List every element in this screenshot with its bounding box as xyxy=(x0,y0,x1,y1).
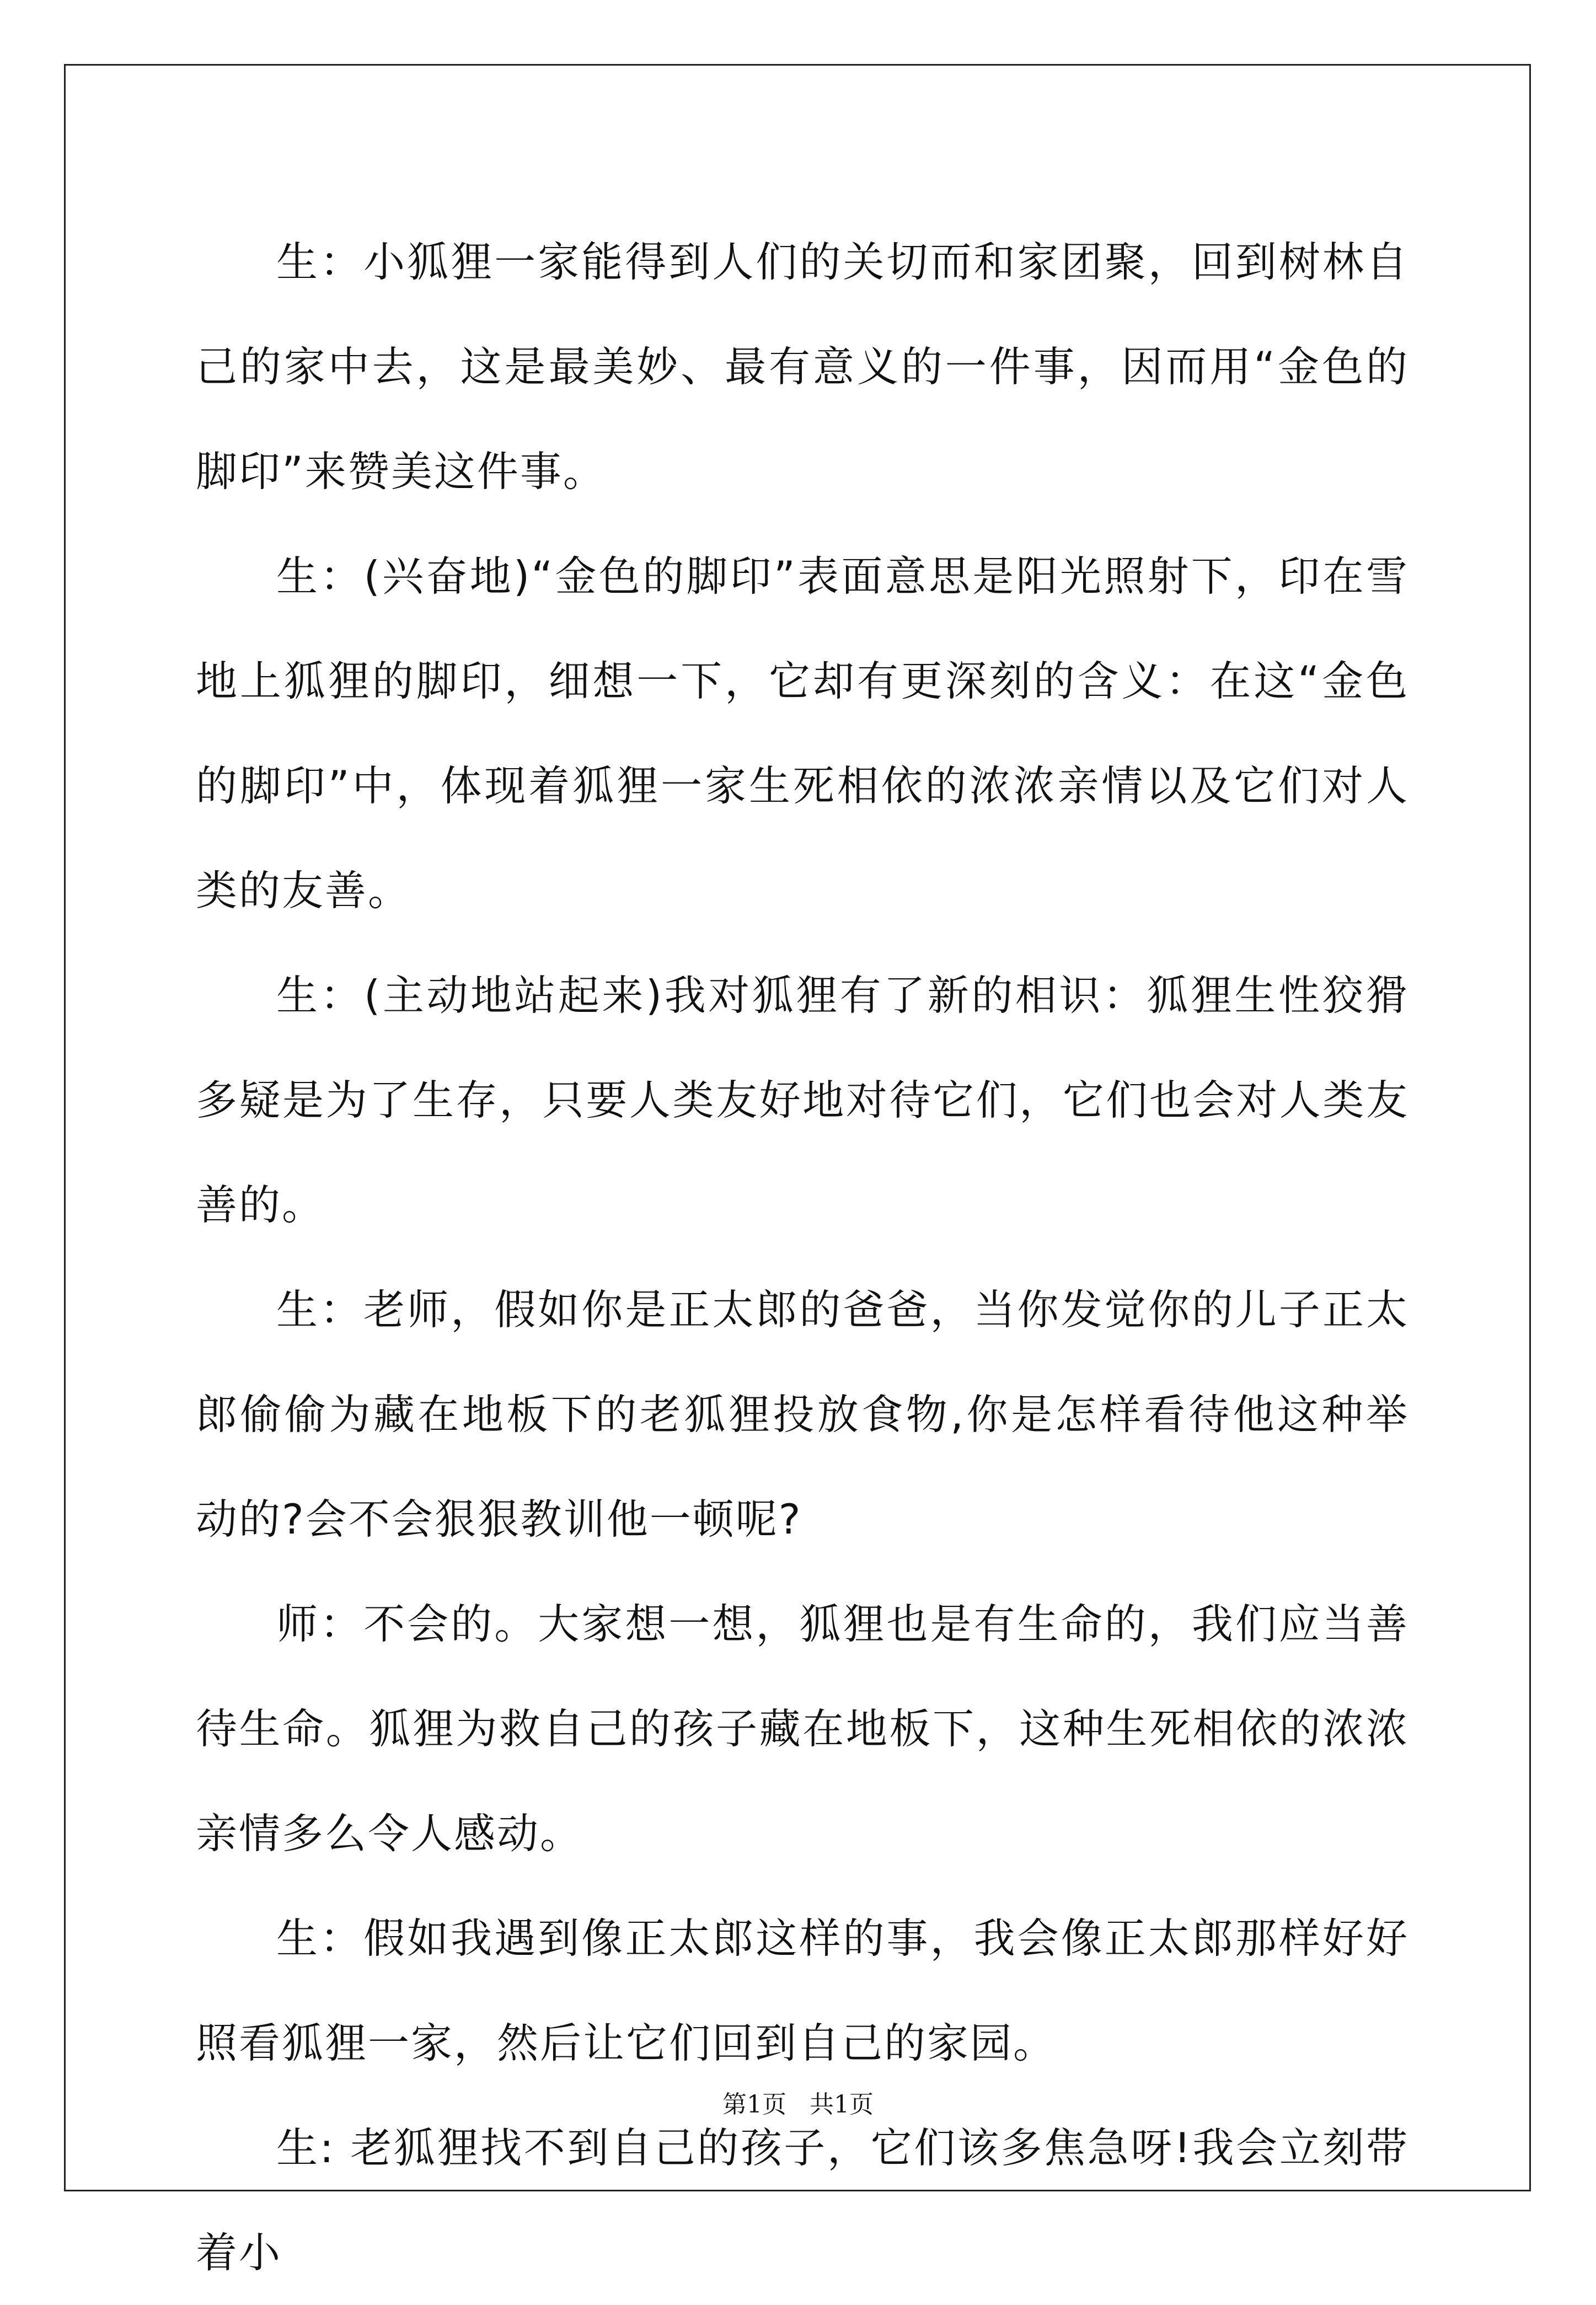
paragraph-2: 生：(兴奋地)“金色的脚印”表面意思是阳光照射下，印在雪地上狐狸的脚印，细想一下，它却有更深刻的含义：在这“金色的脚印”中，体现着狐狸一家生死相依的浓浓亲情以及它们对人类的友善。 xyxy=(196,552,1409,915)
paragraph-6: 生：假如我遇到像正太郎这样的事，我会像正太郎那样好好照看狐狸一家，然后让它们回到自己的家园。 xyxy=(196,1914,1409,2067)
page-footer: 第1页 共1页 xyxy=(722,2090,874,2119)
paragraph-5: 师：不会的。大家想一想，狐狸也是有生命的，我们应当善待生命。狐狸为救自己的孩子藏在地板下，这种生死相依的浓浓亲情多么令人感动。 xyxy=(196,1600,1409,1858)
document-body xyxy=(196,210,1409,2305)
paragraph-7: 生: 老狐狸找不到自己的孩子，它们该多焦急呀!我会立刻带着小 xyxy=(196,2124,1409,2277)
paragraph-4: 生：老师，假如你是正太郎的爸爸，当你发觉你的儿子正太郎偷偷为藏在地板下的老狐狸投放食物,你是怎样看待他这种举动的?会不会狠狠教训他一顿呢? xyxy=(196,1285,1409,1543)
paragraph-3: 生：(主动地站起来)我对狐狸有了新的相识：狐狸生性狡猾多疑是为了生存，只要人类友好地对待它们，它们也会对人类友善的。 xyxy=(196,971,1409,1229)
paragraph-1: 生：小狐狸一家能得到人们的关切而和家团聚，回到树林自己的家中去，这是最美妙、最有意义的一件事，因而用“金色的脚印”来赞美这件事。 xyxy=(196,238,1409,496)
